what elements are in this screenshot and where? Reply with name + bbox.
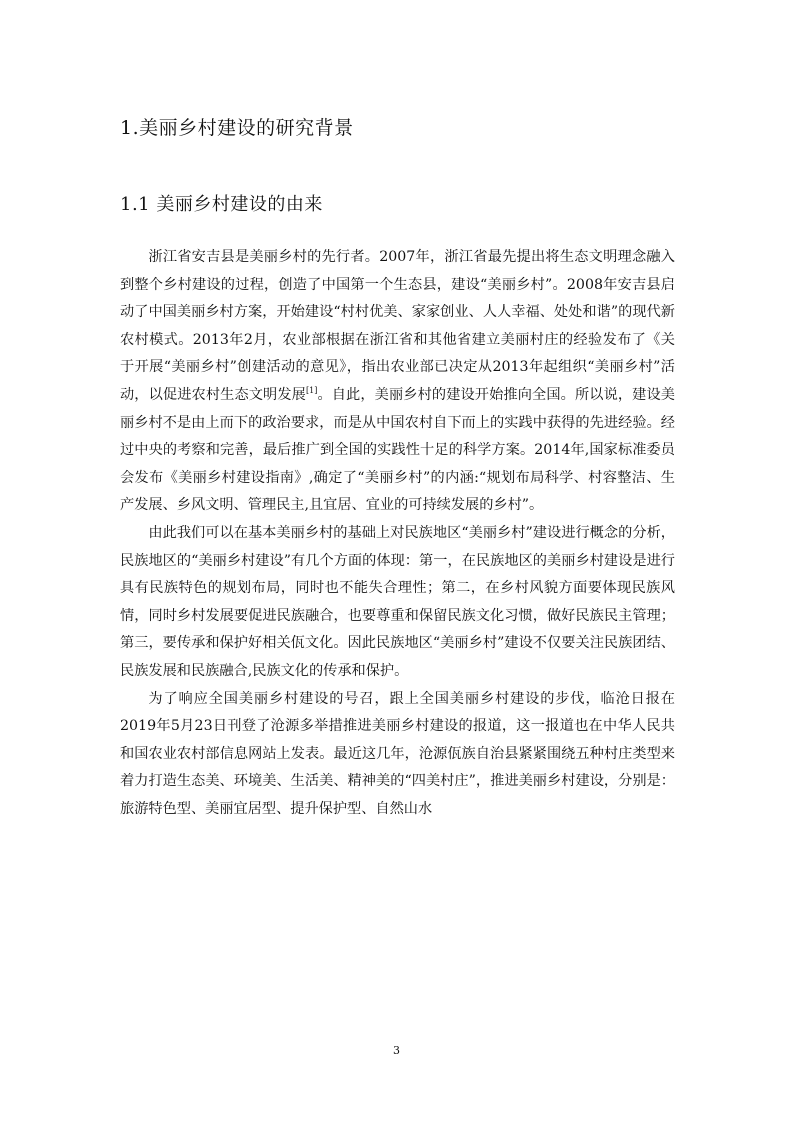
- section-heading: 1.美丽乡村建设的研究背景: [120, 117, 354, 139]
- paragraph-origin: [120, 244, 675, 520]
- paragraph-ethnic-concept: 由此我们可以在基本美丽乡村的基础上对民族地区“美丽乡村”建设进行概念的分析，民族地区的“美丽乡村建设”有几个方面的体现：第一，在民族地区的美丽乡村建设是进行具有民族特色的规划布局，同时也不能失合理性；第二，在乡村风貌方面要体现民族风情，同时乡村发展要促进民族融合，也要尊重和保留民族文化习惯，做好民族民主管理；第三，要传承和保护好相关佤文化。因此民族地区“美丽乡村”建设不仅要关注民族团结、民族发展和民族融合,民族文化的传承和保护。: [120, 524, 675, 679]
- subsection-heading: 1.1 美丽乡村建设的由来: [120, 194, 323, 215]
- citation-ref[interactable]: [1]: [305, 385, 318, 395]
- paragraph-text: 。自此，美丽乡村的建设开始推向全国。所以说，建设美丽乡村不是由上而下的政治要求，而是从中国农村自下而上的实践中获得的先进经验。经过中央的考察和完善，最后推广到全国的实践性十足的科学方案。2014年,国家标准委员会发布《美丽乡村建设指南》,确定了“美丽乡村”的内涵:“规划布局科学、村容整洁、生产发展、乡风文明、管理民主,且宜居、宜业的可持续发展的乡村”。: [120, 386, 675, 514]
- body-text: [120, 244, 675, 823]
- paragraph-text: 浙江省安吉县是美丽乡村的先行者。2007年，浙江省最先提出将生态文明理念融入到整个乡村建设的过程，创造了中国第一个生态县，建设“美丽乡村”。2008年安吉县启动了中国美丽乡村方案，开始建设“村村优美、家家创业、人人幸福、处处和谐”的现代新农村模式。2013年2月，农业部根据在浙江省和其他省建立美丽村庄的经验发布了《关于开展“美丽乡村”创建活动的意见》，指出农业部已决定从2013年起组织“美丽乡村”活动，以促进农村生态文明发展: [120, 249, 675, 403]
- paragraph-cangyuan: 为了响应全国美丽乡村建设的号召，跟上全国美丽乡村建设的步伐，临沧日报在2019年5月23日刊登了沧源多举措推进美丽乡村建设的报道，这一报道也在中华人民共和国农业农村部信息网站上发表。最近这几年，沧源佤族自治县紧紧围绕五种村庄类型来着力打造生态美、环境美、生活美、精神美的“四美村庄”，推进美丽乡村建设，分别是：旅游特色型、美丽宜居型、提升保护型、自然山水: [120, 690, 675, 817]
- page-number: 3: [393, 1044, 400, 1057]
